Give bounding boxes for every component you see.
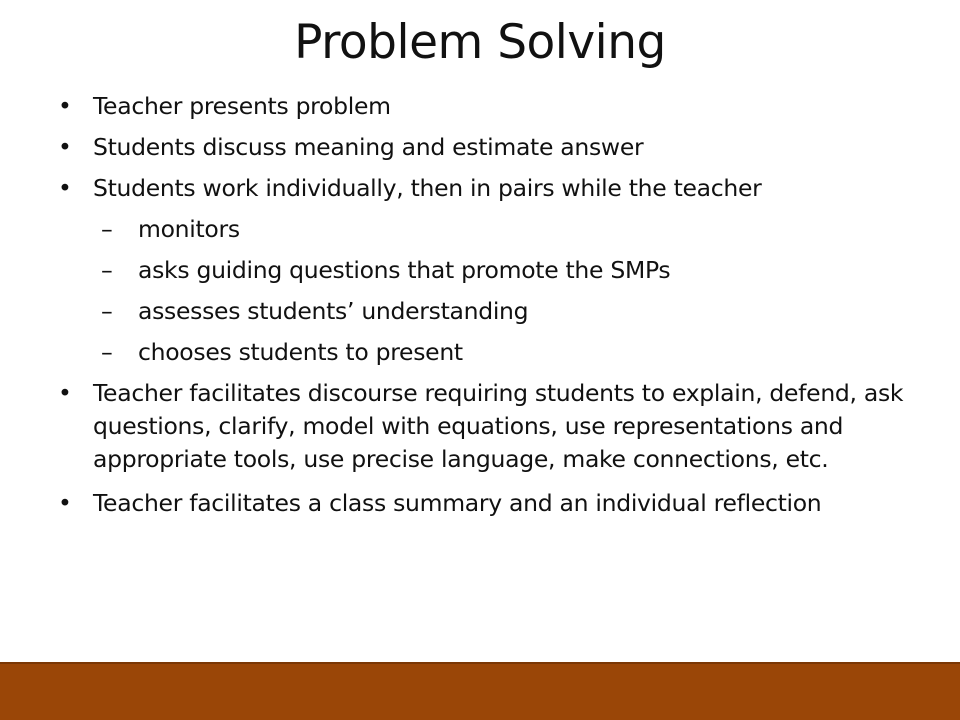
sub-bullet-text: asks guiding questions that promote the SMPs xyxy=(138,256,671,284)
bullet-item xyxy=(50,90,930,123)
sub-bullet-item xyxy=(50,254,930,287)
bullet-marker: • xyxy=(58,133,72,161)
bullet-text: Students discuss meaning and estimate answer xyxy=(93,133,644,161)
dash-marker: – xyxy=(101,215,113,243)
footer-bar xyxy=(0,662,960,720)
bullet-text: Teacher facilitates discourse requiring students to explain, defend, ask questions, clarify, model with equations, use representations and appropriate tools, use precise language, make connections, etc. xyxy=(93,379,904,473)
sub-bullet-item xyxy=(50,295,930,328)
sub-bullet-text: monitors xyxy=(138,215,240,243)
bullet-text: Students work individually, then in pairs while the teacher xyxy=(93,174,762,202)
dash-marker: – xyxy=(101,338,113,366)
bullet-item xyxy=(50,131,930,164)
bullet-text: Teacher presents problem xyxy=(93,92,391,120)
bullet-marker: • xyxy=(58,489,72,517)
bullet-item xyxy=(50,172,930,205)
bullet-marker: • xyxy=(58,92,72,120)
bullet-marker: • xyxy=(58,379,72,407)
bullet-item xyxy=(50,377,930,476)
sub-bullet-item xyxy=(50,336,930,369)
slide-title: Problem Solving xyxy=(294,15,666,70)
sub-bullet-text: chooses students to present xyxy=(138,338,463,366)
dash-marker: – xyxy=(101,256,113,284)
sub-bullet-text: assesses students’ understanding xyxy=(138,297,529,325)
dash-marker: – xyxy=(101,297,113,325)
bullet-marker: • xyxy=(58,174,72,202)
bullet-list xyxy=(50,90,930,520)
sub-bullet-item xyxy=(50,213,930,246)
bullet-text: Teacher facilitates a class summary and an individual reflection xyxy=(93,489,822,517)
bullet-item xyxy=(50,487,930,520)
